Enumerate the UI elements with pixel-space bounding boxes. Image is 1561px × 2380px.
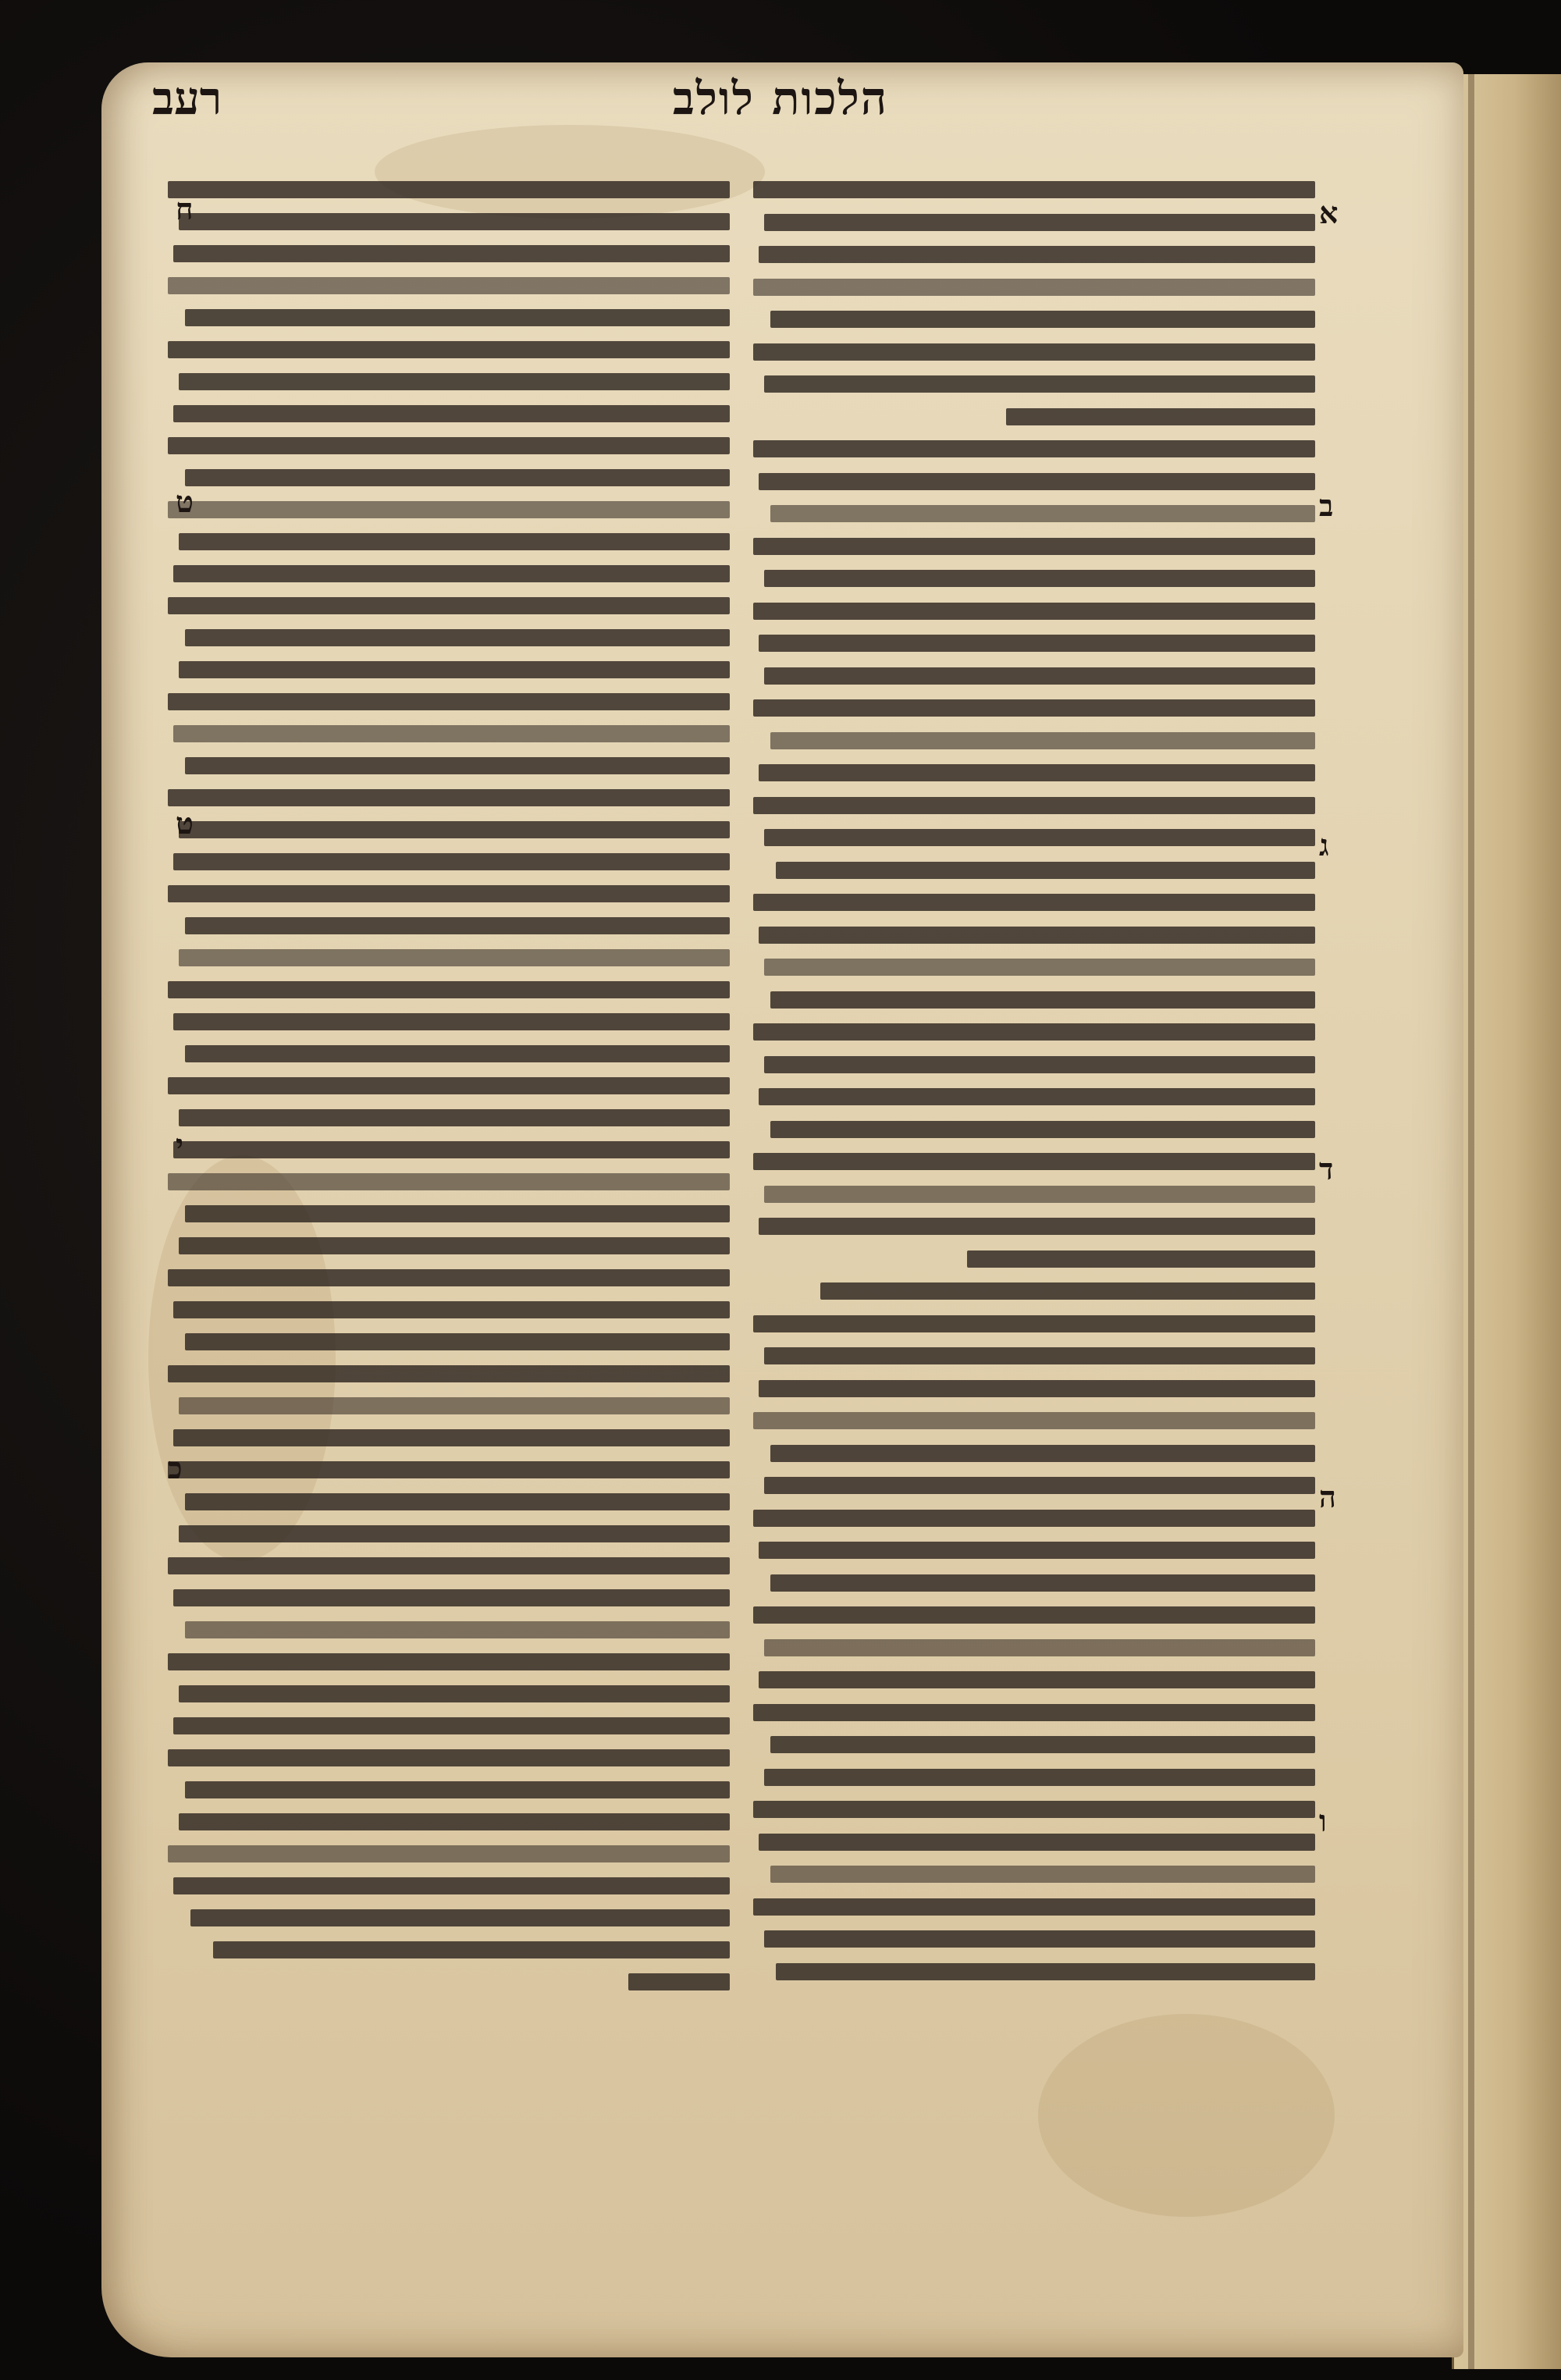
text-line: [759, 473, 1315, 490]
margin-letter: ה: [1319, 1479, 1336, 1514]
text-line: [753, 538, 1315, 555]
text-line: [753, 603, 1315, 620]
text-line: [173, 405, 730, 422]
text-line: [764, 570, 1315, 587]
text-line: [764, 375, 1315, 393]
text-line: [1006, 408, 1315, 425]
text-line: [764, 1769, 1315, 1786]
text-line: [759, 1218, 1315, 1235]
text-line: [179, 1397, 730, 1414]
text-line: [967, 1250, 1315, 1268]
text-line: [753, 797, 1315, 814]
text-line: [770, 1574, 1315, 1592]
facing-page-edge: [1452, 74, 1561, 2369]
text-line: [179, 1109, 730, 1126]
text-line: [179, 373, 730, 390]
text-line: [168, 1461, 730, 1478]
text-line: [770, 1866, 1315, 1883]
text-line: [753, 279, 1315, 296]
text-line: [168, 1077, 730, 1094]
text-line: [764, 1186, 1315, 1203]
text-line: [753, 1606, 1315, 1624]
text-line: [179, 213, 730, 230]
text-line: [173, 1429, 730, 1446]
text-line: [185, 1205, 730, 1222]
text-line: [168, 981, 730, 998]
margin-letter: י: [176, 1127, 183, 1162]
text-line: [776, 862, 1315, 879]
text-line: [764, 1639, 1315, 1656]
text-line: [168, 597, 730, 614]
text-line: [759, 927, 1315, 944]
text-line: [759, 635, 1315, 652]
text-line: [753, 699, 1315, 717]
text-line: [759, 764, 1315, 781]
text-line: [753, 1023, 1315, 1041]
text-line: [759, 1542, 1315, 1559]
margin-letter: ב: [1319, 488, 1334, 523]
text-line: [168, 693, 730, 710]
text-line: [168, 885, 730, 902]
text-line: [820, 1282, 1315, 1300]
text-line: [764, 1347, 1315, 1364]
text-line: [173, 1717, 730, 1734]
text-line: [759, 1380, 1315, 1397]
text-line: [185, 1045, 730, 1062]
text-line: [770, 732, 1315, 749]
text-line: [168, 437, 730, 454]
margin-letter: ט: [176, 806, 194, 841]
text-line: [764, 1477, 1315, 1494]
margin-letter: ו: [1319, 1803, 1327, 1838]
text-line: [168, 789, 730, 806]
text-line: [753, 1704, 1315, 1721]
text-line: [753, 440, 1315, 457]
text-line: [173, 1589, 730, 1606]
margin-letter: ג: [1319, 827, 1329, 863]
text-line: [168, 1845, 730, 1862]
text-line: [168, 1173, 730, 1190]
margin-letter: ט: [176, 484, 194, 519]
text-line: [764, 667, 1315, 685]
text-line: [185, 757, 730, 774]
text-line: [753, 343, 1315, 361]
text-line: [173, 725, 730, 742]
text-line: [753, 181, 1315, 198]
text-line: [770, 991, 1315, 1009]
binding-shadow: [1468, 74, 1474, 2369]
text-line: [185, 629, 730, 646]
folio-number: רעב: [152, 72, 222, 125]
text-line: [179, 1685, 730, 1702]
text-line: [753, 1412, 1315, 1429]
text-line: [759, 1088, 1315, 1105]
text-line: [168, 1653, 730, 1670]
text-line: [179, 1237, 730, 1254]
text-line: [168, 1557, 730, 1574]
text-line: [168, 501, 730, 518]
text-line: [179, 1525, 730, 1542]
text-line: [770, 1736, 1315, 1753]
running-head-title: הלכות לולב: [672, 72, 889, 125]
text-line: [173, 1301, 730, 1318]
text-line: [173, 245, 730, 262]
text-line: [759, 1834, 1315, 1851]
text-line: [770, 1445, 1315, 1462]
text-line: [179, 821, 730, 838]
text-line: [753, 1801, 1315, 1818]
text-line: [759, 1671, 1315, 1688]
text-line: [185, 1493, 730, 1510]
text-line: [168, 1749, 730, 1766]
text-line: [168, 341, 730, 358]
text-line: [753, 1510, 1315, 1527]
text-line: [753, 1315, 1315, 1332]
paper-stain: [1038, 2014, 1335, 2217]
text-line: [764, 1056, 1315, 1073]
margin-letter: א: [1319, 195, 1339, 230]
text-line: [753, 894, 1315, 911]
text-line: [168, 1365, 730, 1382]
text-line: [185, 1781, 730, 1798]
text-line: [628, 1973, 730, 1990]
text-line: [190, 1909, 730, 1926]
text-line: [173, 1013, 730, 1030]
text-line: [776, 1963, 1315, 1980]
text-line: [179, 949, 730, 966]
text-line: [179, 661, 730, 678]
text-line: [185, 917, 730, 934]
text-line: [173, 853, 730, 870]
margin-letter: כ: [168, 1450, 183, 1485]
text-line: [173, 1141, 730, 1158]
text-line: [764, 829, 1315, 846]
text-line: [764, 959, 1315, 976]
text-line: [759, 246, 1315, 263]
text-line: [168, 1269, 730, 1286]
text-line: [173, 1877, 730, 1894]
text-line: [185, 1333, 730, 1350]
text-line: [179, 533, 730, 550]
text-line: [753, 1153, 1315, 1170]
text-line: [213, 1941, 730, 1958]
text-line: [770, 311, 1315, 328]
paper-stain: [375, 125, 765, 219]
text-line: [173, 565, 730, 582]
text-line: [185, 469, 730, 486]
text-line: [753, 1898, 1315, 1916]
text-line: [770, 505, 1315, 522]
text-line: [185, 1621, 730, 1638]
text-line: [764, 1930, 1315, 1948]
text-line: [179, 1813, 730, 1830]
margin-letter: ד: [1319, 1151, 1334, 1186]
margin-letter: ח: [176, 191, 194, 226]
text-line: [185, 309, 730, 326]
text-line: [168, 277, 730, 294]
text-line: [764, 214, 1315, 231]
text-line: [168, 181, 730, 198]
text-line: [770, 1121, 1315, 1138]
